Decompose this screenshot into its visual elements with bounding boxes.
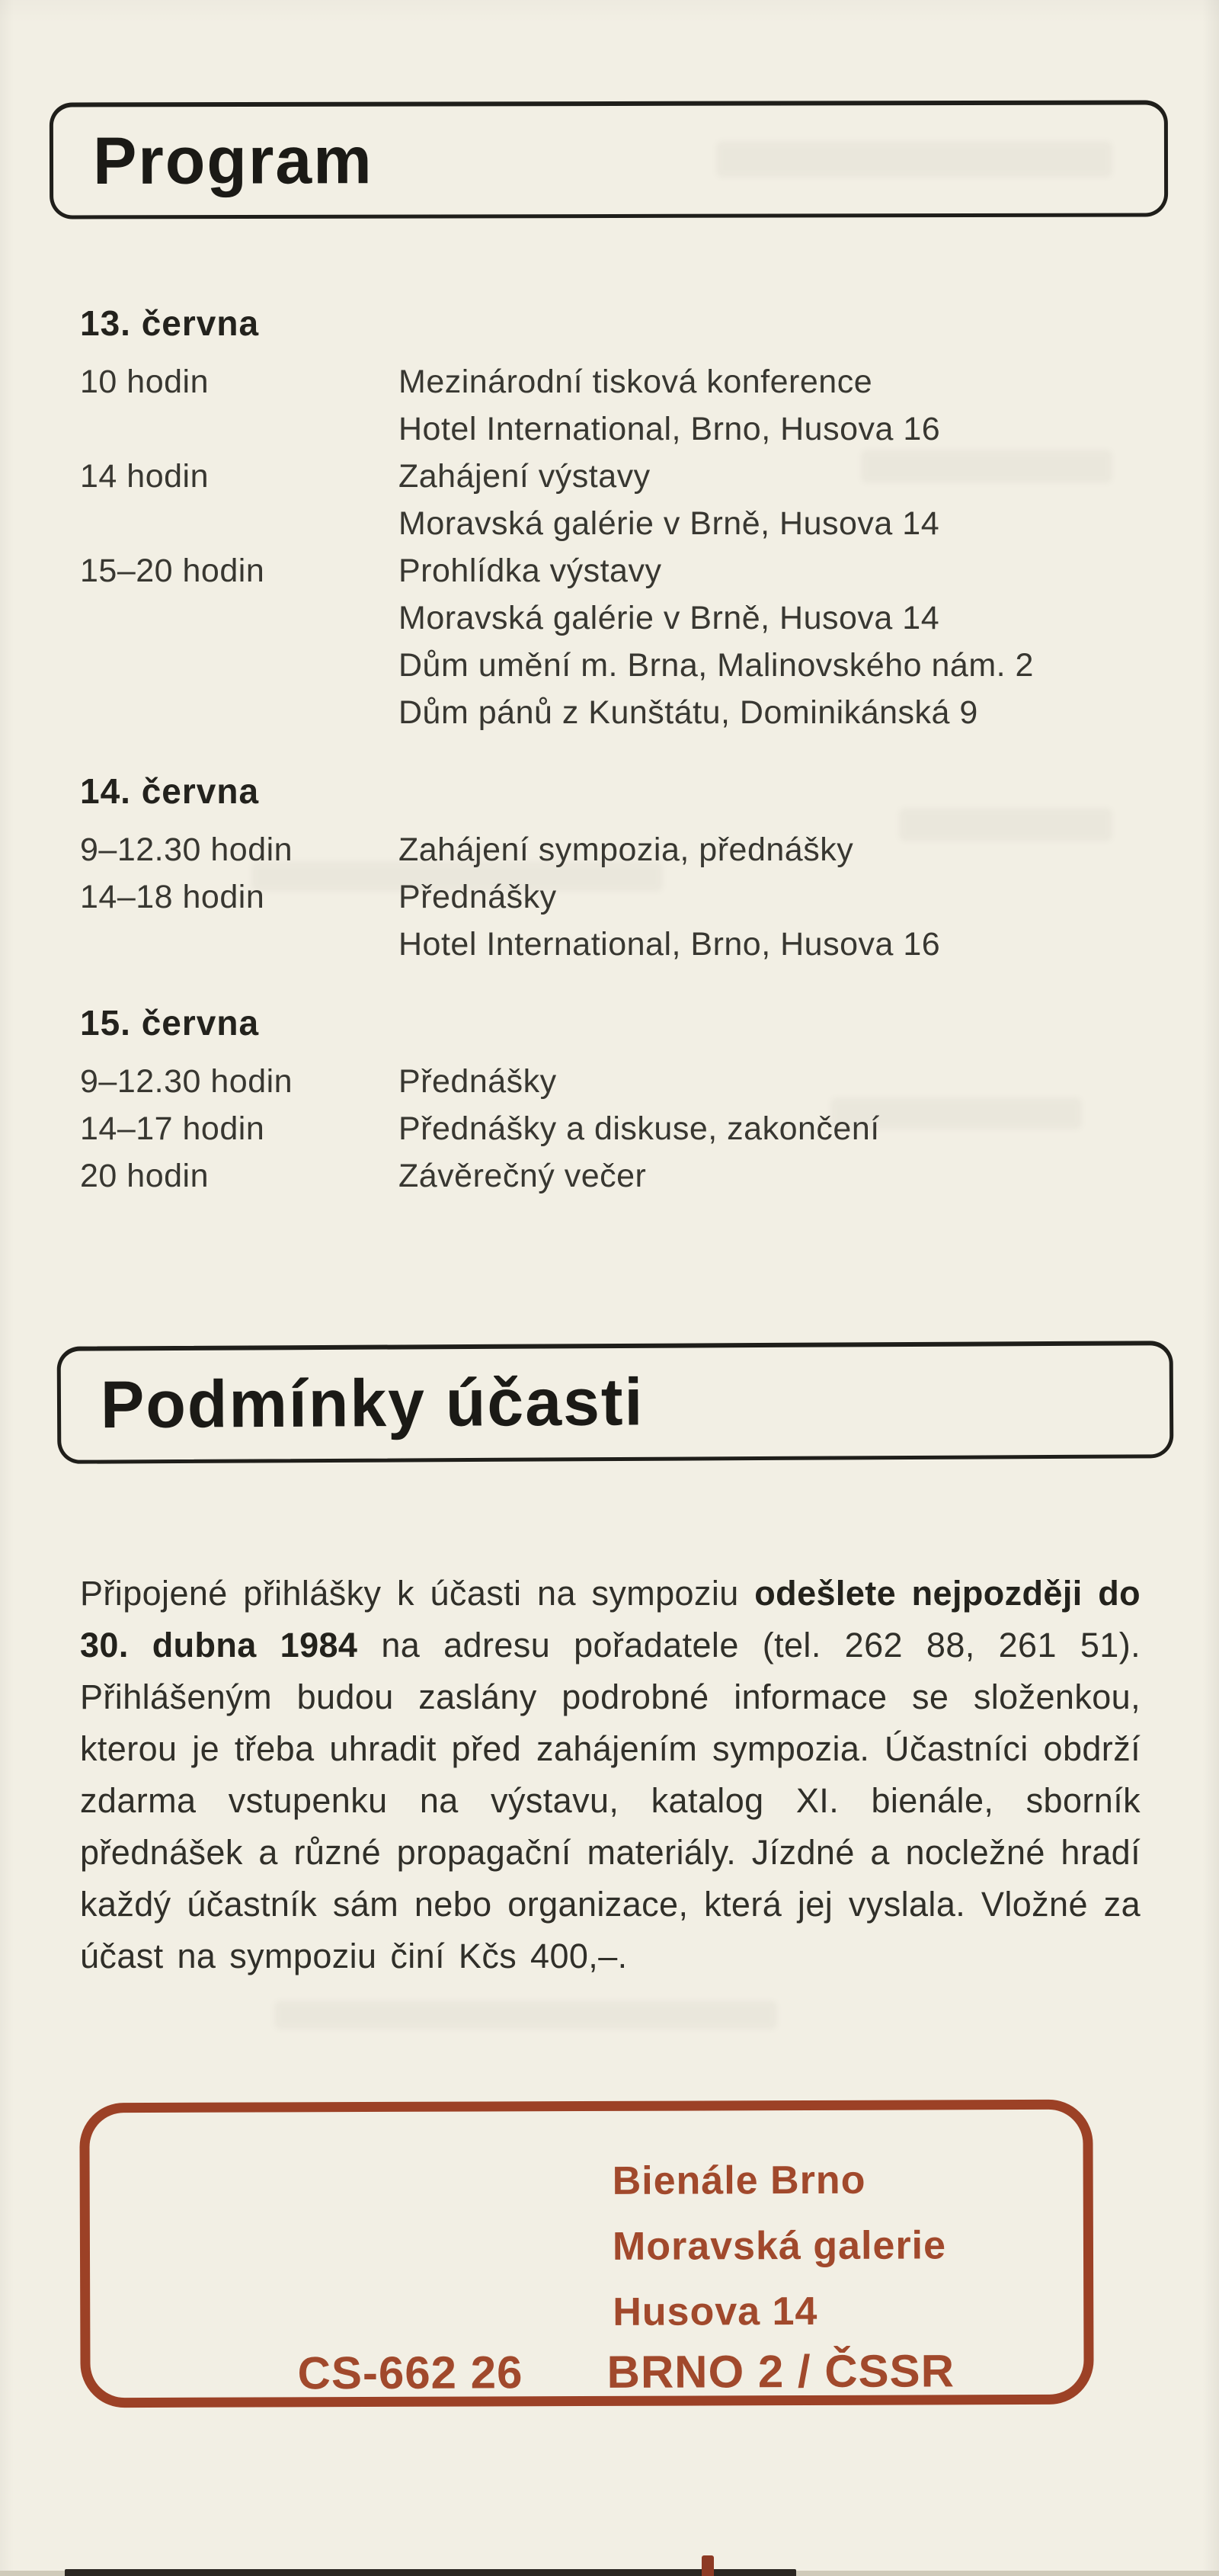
time-cell: 14–17 hodin: [80, 1110, 265, 1147]
paragraph-segment: na adresu pořadatele (tel. 262 88, 261 51). Přihlášeným budou zaslány podrobné informace se složenkou, kterou je třeba uhradit před zahájením sympozia. Účastníci obdrží zdarma vstupenku na výstavu, katalog XI. bienále, sborník přednášek a různé propagační materiály. Jízdné a nocležné hradí každý účastník sám nebo organizace, která jej vyslala. Vložné za účast na sympoziu činí Kčs 400,–.: [80, 1626, 1141, 1975]
time-cell: 14 hodin: [80, 458, 209, 495]
bleed-through-artifact: [274, 2001, 777, 2030]
day-header: 15. června: [80, 1003, 260, 1043]
address-organization: Bienále Brno: [612, 2158, 866, 2203]
schedule-row: [80, 453, 1141, 500]
event-cell: Dům umění m. Brna, Malinovského nám. 2: [398, 647, 1034, 684]
event-cell: Dům pánů z Kunštátu, Dominikánská 9: [398, 694, 978, 731]
time-cell: [80, 642, 398, 689]
event-cell: Přednášky: [398, 1063, 557, 1100]
schedule-row: [80, 1058, 1141, 1105]
time-cell: 15–20 hodin: [80, 553, 265, 589]
schedule-row: [80, 594, 1141, 642]
schedule-day: [80, 771, 1141, 968]
program-section-box: [50, 100, 1168, 219]
event-cell: Přednášky a diskuse, zakončení: [398, 1110, 880, 1147]
program-section-title: Program: [92, 123, 373, 198]
time-cell: 9–12.30 hodin: [80, 831, 293, 868]
event-cell: Mezinárodní tisková konference: [398, 364, 873, 400]
paragraph-segment-bold: odešlete nejpozději do 30. dubna 1984: [80, 1574, 1141, 1664]
time-cell: [80, 921, 398, 968]
day-header: 13. června: [80, 303, 260, 343]
time-cell: 9–12.30 hodin: [80, 1063, 293, 1100]
schedule-row: [80, 547, 1141, 594]
time-cell: 14–18 hodin: [80, 879, 265, 915]
time-cell: 10 hodin: [80, 364, 209, 400]
schedule-day: [80, 303, 1141, 736]
schedule-row: [80, 689, 1141, 736]
time-cell: [80, 500, 398, 547]
event-cell: Zahájení výstavy: [398, 458, 651, 495]
scan-edge-dark-band: [65, 2569, 796, 2576]
event-cell: Zahájení sympozia, přednášky: [398, 831, 854, 868]
event-cell: Prohlídka výstavy: [398, 553, 662, 589]
paragraph-segment: Připojené přihlášky k účasti na sympoziu: [80, 1574, 755, 1613]
schedule-row: [80, 1152, 1141, 1200]
address-gallery: Moravská galerie: [612, 2223, 947, 2269]
time-cell: 20 hodin: [80, 1158, 209, 1194]
schedule-row: [80, 405, 1141, 453]
event-cell: Závěrečný večer: [398, 1158, 647, 1194]
program-schedule: [80, 303, 1141, 1235]
address-stamp-box: [79, 2100, 1093, 2408]
address-street: Husova 14: [613, 2289, 818, 2334]
event-cell: Přednášky: [398, 879, 557, 915]
address-city-country: BRNO 2 / ČSSR: [606, 2345, 955, 2398]
event-cell: Hotel International, Brno, Husova 16: [398, 926, 941, 963]
time-cell: [80, 689, 398, 736]
conditions-section-box: [57, 1341, 1174, 1464]
event-cell: Moravská galérie v Brně, Husova 14: [398, 505, 940, 542]
schedule-row: [80, 921, 1141, 968]
time-cell: [80, 594, 398, 642]
schedule-day: [80, 1003, 1141, 1200]
schedule-row: [80, 500, 1141, 547]
conditions-paragraph: [80, 1568, 1141, 1982]
address-postal-code: CS-662 26: [297, 2347, 523, 2399]
schedule-row: [80, 826, 1141, 873]
event-cell: Hotel International, Brno, Husova 16: [398, 411, 941, 447]
schedule-row: [80, 358, 1141, 405]
day-header: 14. června: [80, 771, 260, 811]
conditions-section-title: Podmínky účasti: [100, 1364, 645, 1443]
event-cell: Moravská galérie v Brně, Husova 14: [398, 600, 940, 636]
schedule-row: [80, 873, 1141, 921]
schedule-row: [80, 1105, 1141, 1152]
schedule-row: [80, 642, 1141, 689]
time-cell: [80, 405, 398, 453]
scan-red-tick-mark: [702, 2555, 714, 2576]
